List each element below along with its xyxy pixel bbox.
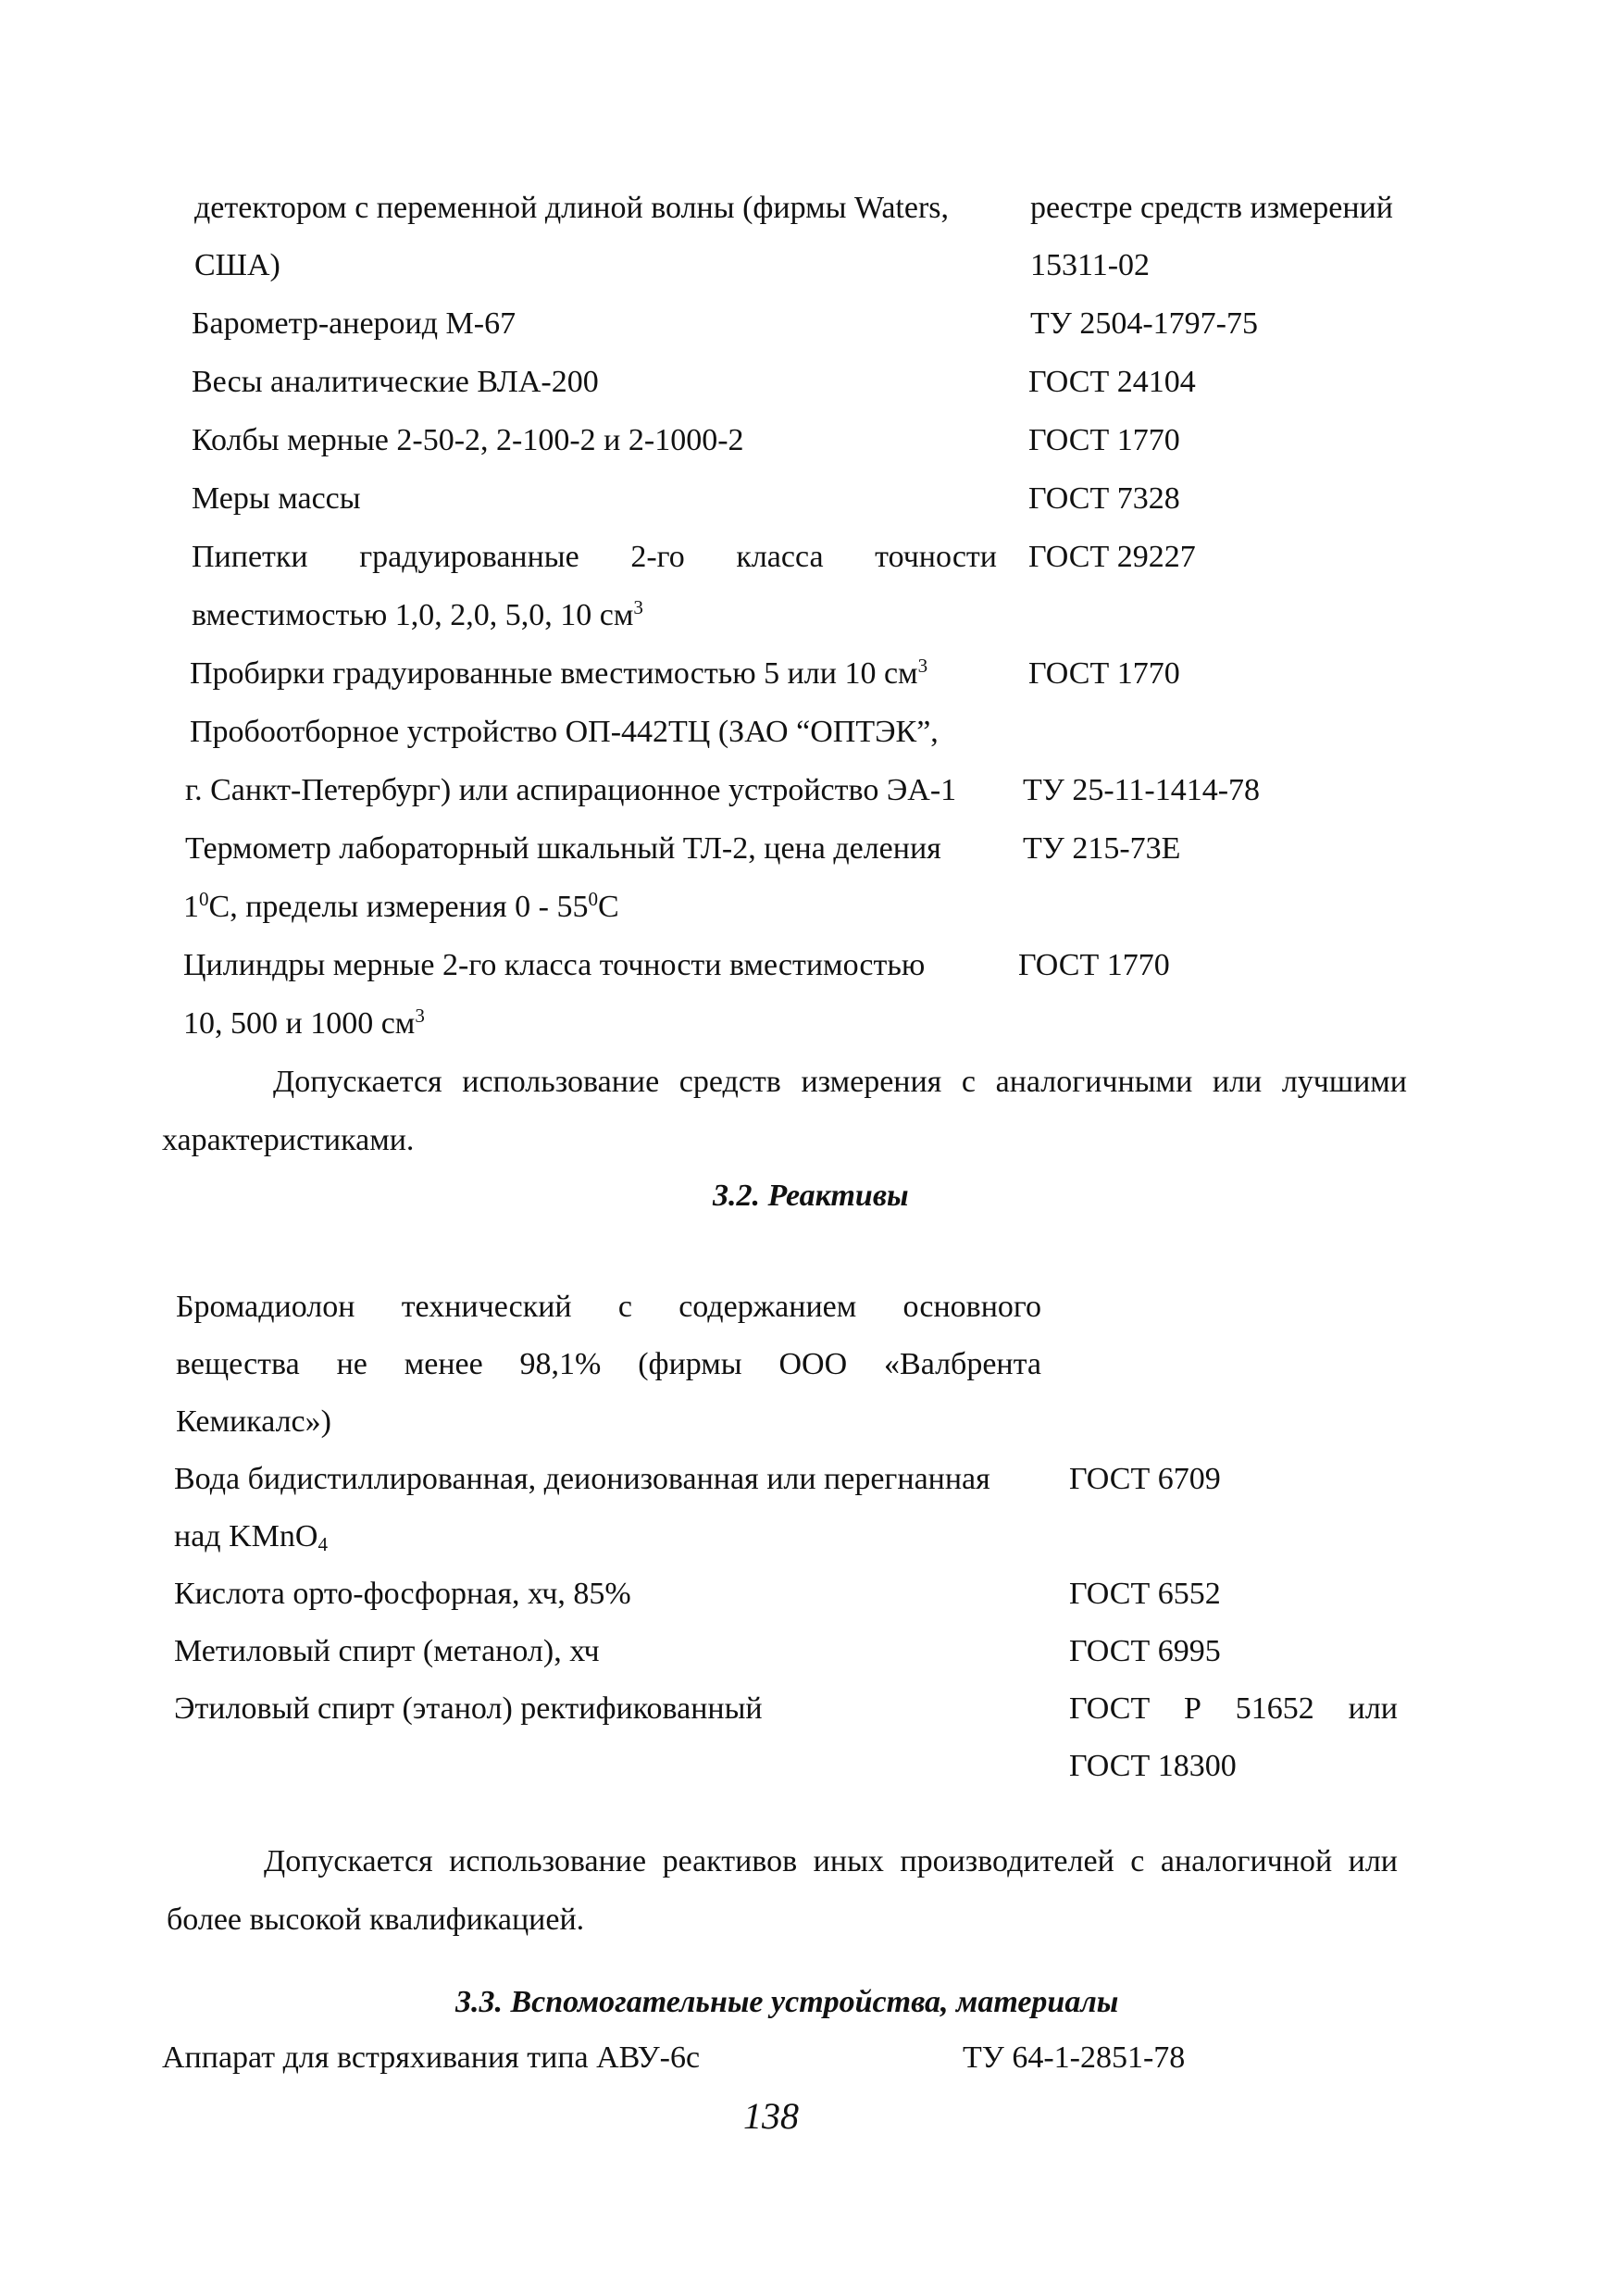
reagent-line-1: Бромадиолон технический с содержанием основного [176,1290,1041,1324]
instrument-line-9: Пробирки градуированные вместимостью 5 или 10 $см^3$ [190,655,928,691]
instrument-line-2: США) [194,248,280,282]
page-number: 138 [743,2095,799,2137]
instrument-standard-6: ГОСТ 7328 [1028,481,1180,516]
instrument-line-10: Пробоотборное устройство ОП-442ТЦ (ЗАО “ОПТЭК”, [190,715,939,749]
instrument-line-11: г. Санкт-Петербург) или аспирационное устройство ЭА-1 [185,773,957,807]
instrument-line-3: Барометр-анероид М-67 [192,306,517,341]
reagents-heading: 3.2. Реактивы [713,1179,909,1213]
instrument-line-13: $1^0С$, пределы измерения $0 - 55^0С$ [183,888,619,924]
reagent-standard-7: ГОСТ 6995 [1069,1634,1221,1668]
reagent-standard-6: ГОСТ 6552 [1069,1577,1221,1611]
instrument-standard-3: ТУ 2504-1797-75 [1030,306,1258,341]
instrument-standard-2: 15311-02 [1030,248,1151,282]
reagents-note-line-1: Допускается использование реактивов иных производителей с аналогичной или [264,1844,1398,1878]
reagent-standard-4: ГОСТ 6709 [1069,1462,1221,1496]
instrument-standard-1: реестре средств измерений [1030,191,1393,225]
auxiliary-standard-1: ТУ 64-1-2851-78 [963,2040,1186,2075]
auxiliary-heading: 3.3. Вспомогательные устройства, материалы [455,1985,1119,2019]
instrument-line-12: Термометр лабораторный шкальный ТЛ-2, цена деления [185,831,941,866]
reagent-standard-8b: ГОСТ 18300 [1069,1749,1237,1783]
instrument-standard-5: ГОСТ 1770 [1028,423,1180,457]
instrument-line-14: Цилиндры мерные 2-го класса точности вместимостью [183,948,926,982]
instrument-line-15: 10, 500 и 1000 $см^3$ [183,1004,425,1041]
reagent-line-4: Вода бидистиллированная, деионизованная или перегнанная [174,1462,990,1496]
instrument-standard-11: ТУ 25-11-1414-78 [1023,773,1261,807]
reagent-line-5: над KMnO$_4$ [174,1519,328,1556]
instrument-line-7: Пипетки градуированные 2-го класса точности [192,540,997,574]
instrument-line-1: детектором с переменной длиной волны (фирмы Waters, [194,191,950,225]
instrument-standard-9: ГОСТ 1770 [1028,656,1180,691]
instrument-standard-14: ГОСТ 1770 [1018,948,1170,982]
instrument-line-5: Колбы мерные 2-50-2, 2-100-2 и 2-1000-2 [192,423,744,457]
reagent-standard-8a: ГОСТ Р 51652 или [1069,1691,1398,1726]
instruments-note-line-2: характеристиками. [162,1123,415,1157]
reagent-line-8: Этиловый спирт (этанол) ректификованный [174,1691,763,1726]
instrument-standard-7: ГОСТ 29227 [1028,540,1196,574]
auxiliary-line-1: Аппарат для встряхивания типа АВУ-6с [162,2040,701,2075]
instruments-note-line-1: Допускается использование средств измерения с аналогичными или лучшими [273,1065,1407,1099]
instrument-standard-12: ТУ 215-73Е [1023,831,1181,866]
instrument-line-6: Меры массы [192,481,361,516]
instrument-line-8: вместимостью 1,0, 2,0, 5,0, 10 $см^3$ [192,596,643,632]
instrument-standard-4: ГОСТ 24104 [1028,365,1196,399]
reagents-note-line-2: более высокой квалификацией. [167,1903,585,1937]
reagent-line-7: Метиловый спирт (метанол), хч [174,1634,600,1668]
reagent-line-2: вещества не менее 98,1% (фирмы ООО «Валбрента [176,1347,1041,1381]
reagent-line-3: Кемикалс») [176,1404,331,1439]
reagent-line-6: Кислота орто-фосфорная, хч, 85% [174,1577,631,1611]
instrument-line-4: Весы аналитические ВЛА-200 [192,365,599,399]
